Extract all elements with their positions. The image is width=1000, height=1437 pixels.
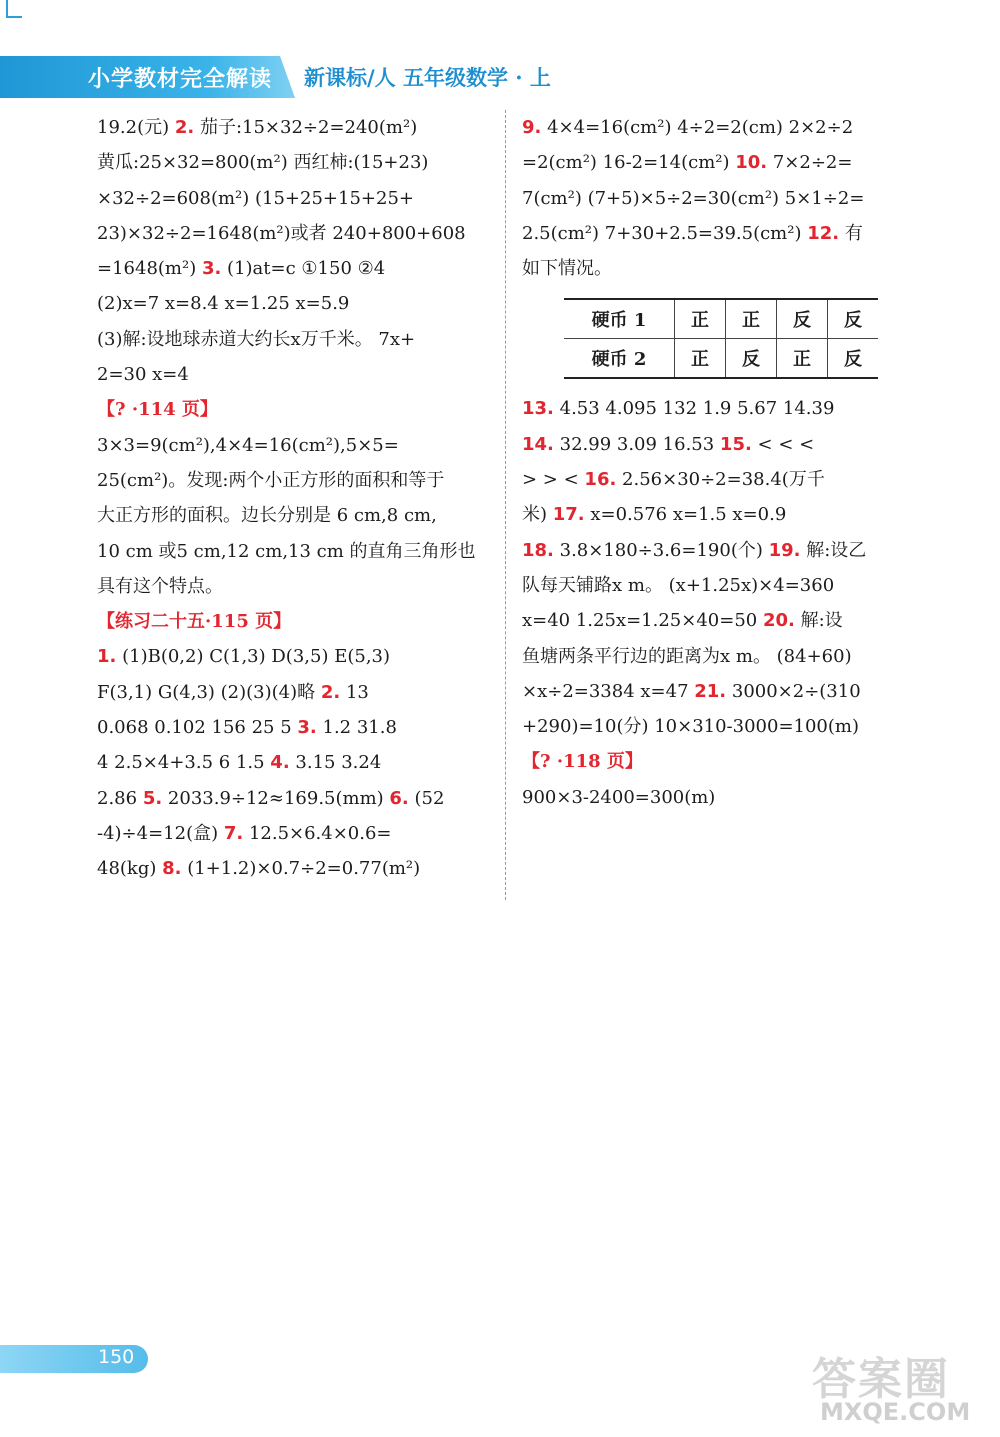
book-subtitle: 新课标/人 五年级数学 · 上: [304, 65, 551, 90]
table-row: [564, 339, 878, 379]
table-cell: 反: [777, 299, 828, 339]
answer-line: 具有这个特点。: [97, 575, 223, 597]
answer-line: 48(kg) 8. (1+1.2)×0.7÷2=0.77(m²): [97, 858, 421, 880]
answer-line: 大正方形的面积。边长分别是 6 cm,8 cm,: [97, 505, 437, 527]
answer-line: 25(cm²)。发现:两个小正方形的面积和等于: [97, 469, 445, 491]
answer-line: x=40 1.25x=1.25×40=50 20. 解:设: [522, 610, 843, 632]
table-cell: 反: [828, 299, 879, 339]
table-cell: 硬币 2: [564, 339, 675, 379]
answer-line: 18. 3.8×180÷3.6=190(个) 19. 解:设乙: [522, 539, 867, 561]
answer-line: 3×3=9(cm²),4×4=16(cm²),5×5=: [97, 434, 399, 456]
watermark-url: MXQE.COM: [820, 1398, 971, 1426]
answer-line: F(3,1) G(4,3) (2)(3)(4)略 2. 13: [97, 681, 369, 703]
table-cell: 正: [675, 299, 726, 339]
table-cell: 正: [726, 299, 777, 339]
table-cell: 正: [777, 339, 828, 379]
answer-line: 2.86 5. 2033.9÷12≈169.5(mm) 6. (52: [97, 787, 445, 809]
page-number: 150: [98, 1346, 135, 1368]
answer-line: -4)÷4=12(盒) 7. 12.5×6.4×0.6=: [97, 822, 392, 844]
table-row: [564, 299, 878, 339]
answer-line: 如下情况。: [522, 258, 612, 280]
answer-line: 黄瓜:25×32=800(m²) 西红柿:(15+23): [97, 152, 429, 174]
section-heading: 【? ·118 页】: [522, 751, 643, 773]
answer-line: 7(cm²) (7+5)×5÷2=30(cm²) 5×1÷2=: [522, 187, 865, 209]
answer-line: 10 cm 或5 cm,12 cm,13 cm 的直角三角形也: [97, 540, 476, 562]
answer-line: 2=30 x=4: [97, 364, 189, 386]
answer-line: 1. (1)B(0,2) C(1,3) D(3,5) E(5,3): [97, 646, 391, 668]
right-column: [522, 110, 922, 815]
column-divider: [505, 110, 506, 900]
section-heading: 【练习二十五·115 页】: [97, 611, 292, 633]
answer-line: 4 2.5×4+3.5 6 1.5 4. 3.15 3.24: [97, 752, 382, 774]
section-heading: 【? ·114 页】: [97, 399, 218, 421]
answer-line: 19.2(元) 2. 茄子:15×32÷2=240(m²): [97, 117, 418, 138]
answer-line: 9. 4×4=16(cm²) 4÷2=2(cm) 2×2÷2: [522, 117, 854, 138]
coin-table: [564, 298, 878, 379]
answer-line: 鱼塘两条平行边的距离为x m。 (84+60): [522, 645, 852, 667]
answer-line: =2(cm²) 16-2=14(cm²) 10. 7×2÷2=: [522, 152, 853, 174]
answer-line: 2.5(cm²) 7+30+2.5=39.5(cm²) 12. 有: [522, 222, 863, 244]
left-column: [97, 110, 489, 887]
table-cell: 反: [828, 339, 879, 379]
answer-line: (3)解:设地球赤道大约长x万千米。 7x+: [97, 328, 416, 350]
book-title: 小学教材完全解读: [88, 67, 273, 92]
table-cell: 反: [726, 339, 777, 379]
answer-line: +290)=10(分) 10×310-3000=100(m): [522, 716, 859, 738]
answer-line: 队每天铺路x m。 (x+1.25x)×4=360: [522, 574, 835, 596]
watermark-logo: 答案圈: [812, 1354, 950, 1405]
answer-line: ×32÷2=608(m²) (15+25+15+25+: [97, 187, 414, 209]
table-cell: 正: [675, 339, 726, 379]
crop-mark: [6, 0, 22, 18]
answer-line: 14. 32.99 3.09 16.53 15. < < <: [522, 433, 815, 455]
answer-line: 米) 17. x=0.576 x=1.5 x=0.9: [522, 504, 787, 526]
table-cell: 硬币 1: [564, 299, 675, 339]
answer-line: 23)×32÷2=1648(m²)或者 240+800+608: [97, 222, 466, 244]
answer-line: 13. 4.53 4.095 132 1.9 5.67 14.39: [522, 398, 835, 420]
answer-line: 0.068 0.102 156 25 5 3. 1.2 31.8: [97, 717, 397, 739]
answer-line: =1648(m²) 3. (1)at=c ①150 ②4: [97, 258, 386, 280]
answer-line: > > < 16. 2.56×30÷2=38.4(万千: [522, 469, 825, 491]
answer-line: (2)x=7 x=8.4 x=1.25 x=5.9: [97, 293, 350, 315]
answer-line: 900×3-2400=300(m): [522, 786, 716, 808]
answer-line: ×x÷2=3384 x=47 21. 3000×2÷(310: [522, 680, 861, 702]
